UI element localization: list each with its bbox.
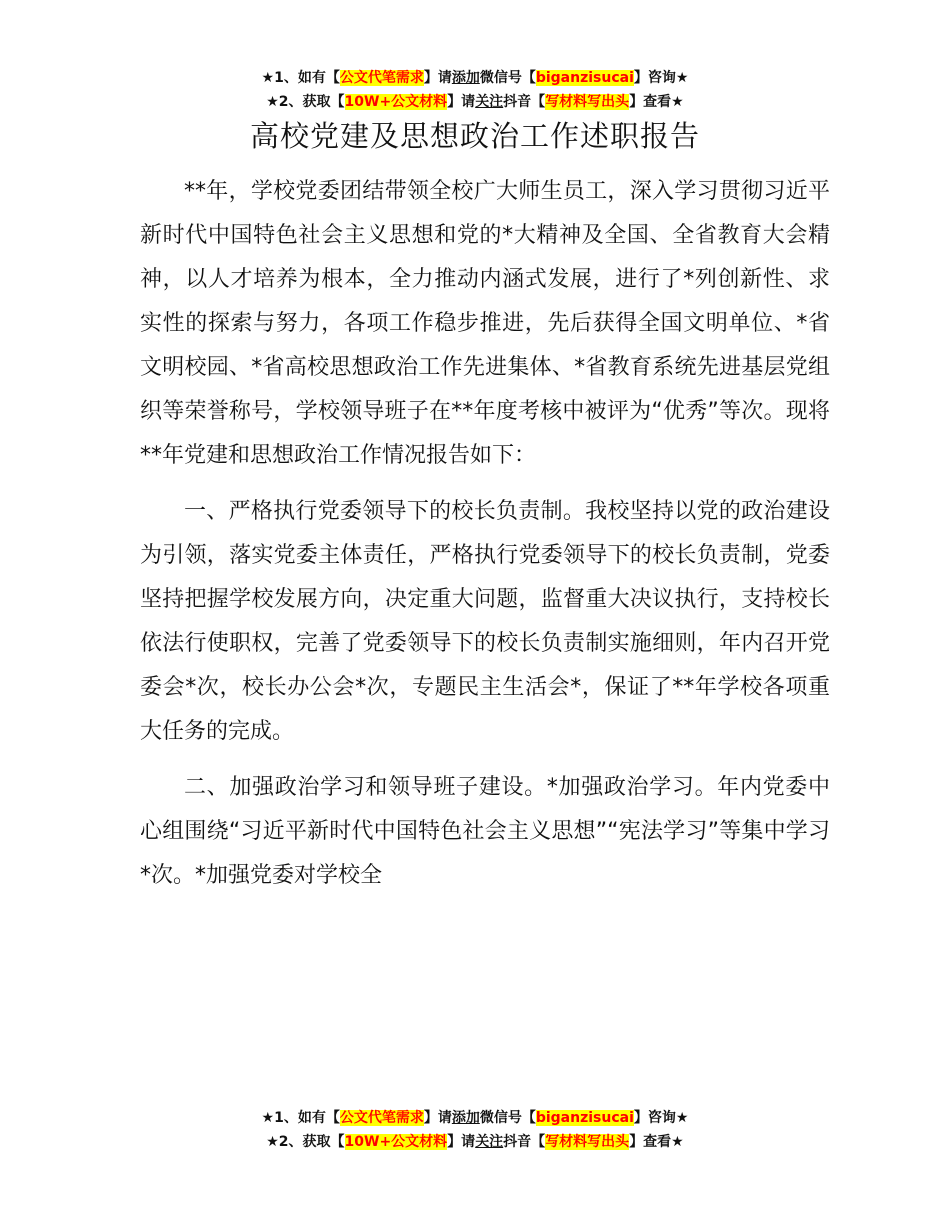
promo-text: 】咨询★	[633, 70, 689, 86]
promo-highlight: 写材料写出头	[545, 94, 630, 110]
promo-line-1	[0, 1106, 950, 1130]
promo-header	[0, 66, 950, 114]
promo-highlight: 公文代笔需求	[339, 70, 424, 86]
paragraph-section-1: 一、严格执行党委领导下的校长负责制。我校坚持以党的政治建设为引领，落实党委主体责任，严格执行党委领导下的校长负责制，党委坚持把握学校发展方向，决定重大问题，监督重大决议执行，支持校长依法行使职权，完善了党委领导下的校长负责制实施细则，年内召开党委会*次，校长办公会*次，专题民主生活会*，保证了**年学校各项重大任务的完成。	[140, 499, 830, 744]
promo-text: 】请	[447, 94, 476, 110]
promo-footer	[0, 1106, 950, 1154]
promo-text: 】请	[447, 1134, 476, 1150]
paragraph-intro: **年，学校党委团结带领全校广大师生员工，深入学习贯彻习近平新时代中国特色社会主义思想和党的*大精神及全国、全省教育大会精神，以人才培养为根本，全力推动内涵式发展，进行了*列创新性、求实性的探索与努力，各项工作稳步推进，先后获得全国文明单位、*省文明校园、*省高校思想政治工作先进集体、*省教育系统先进基层党组织等荣誉称号，学校领导班子在**年度考核中被评为“优秀”等次。现将**年党建和思想政治工作情况报告如下：	[140, 179, 830, 468]
promo-line-2	[0, 90, 950, 114]
promo-line-2	[0, 1130, 950, 1154]
promo-highlight: biganzisucai	[535, 70, 634, 86]
promo-text: ★1、如有【	[261, 70, 340, 86]
promo-emphasis: 关注	[475, 1134, 504, 1150]
promo-text: 微信号【	[479, 70, 536, 86]
promo-text: 】查看★	[629, 94, 684, 110]
promo-text: 抖音【	[503, 1134, 546, 1150]
promo-highlight: 10W+公文材料	[344, 94, 448, 110]
promo-highlight: biganzisucai	[535, 1110, 634, 1126]
promo-line-1	[0, 66, 950, 90]
promo-text: 】请	[423, 70, 452, 86]
promo-highlight: 写材料写出头	[545, 1134, 630, 1150]
promo-highlight: 公文代笔需求	[339, 1110, 424, 1126]
promo-text: ★2、获取【	[266, 1134, 345, 1150]
promo-text: 】请	[423, 1110, 452, 1126]
promo-emphasis: 添加	[451, 1110, 480, 1126]
promo-text: ★1、如有【	[261, 1110, 340, 1126]
promo-emphasis: 添加	[451, 70, 480, 86]
promo-text: 】咨询★	[633, 1110, 689, 1126]
promo-text: ★2、获取【	[266, 94, 345, 110]
paragraph-section-2: 二、加强政治学习和领导班子建设。*加强政治学习。年内党委中心组围绕“习近平新时代中国特色社会主义思想”“宪法学习”等集中学习*次。*加强党委对学校全	[140, 775, 830, 888]
promo-text: 抖音【	[503, 94, 546, 110]
promo-emphasis: 关注	[475, 94, 504, 110]
promo-text: 微信号【	[479, 1110, 536, 1126]
promo-text: 】查看★	[629, 1134, 684, 1150]
document-body	[140, 170, 830, 910]
promo-highlight: 10W+公文材料	[344, 1134, 448, 1150]
document-title: 高校党建及思想政治工作述职报告	[249, 119, 700, 153]
